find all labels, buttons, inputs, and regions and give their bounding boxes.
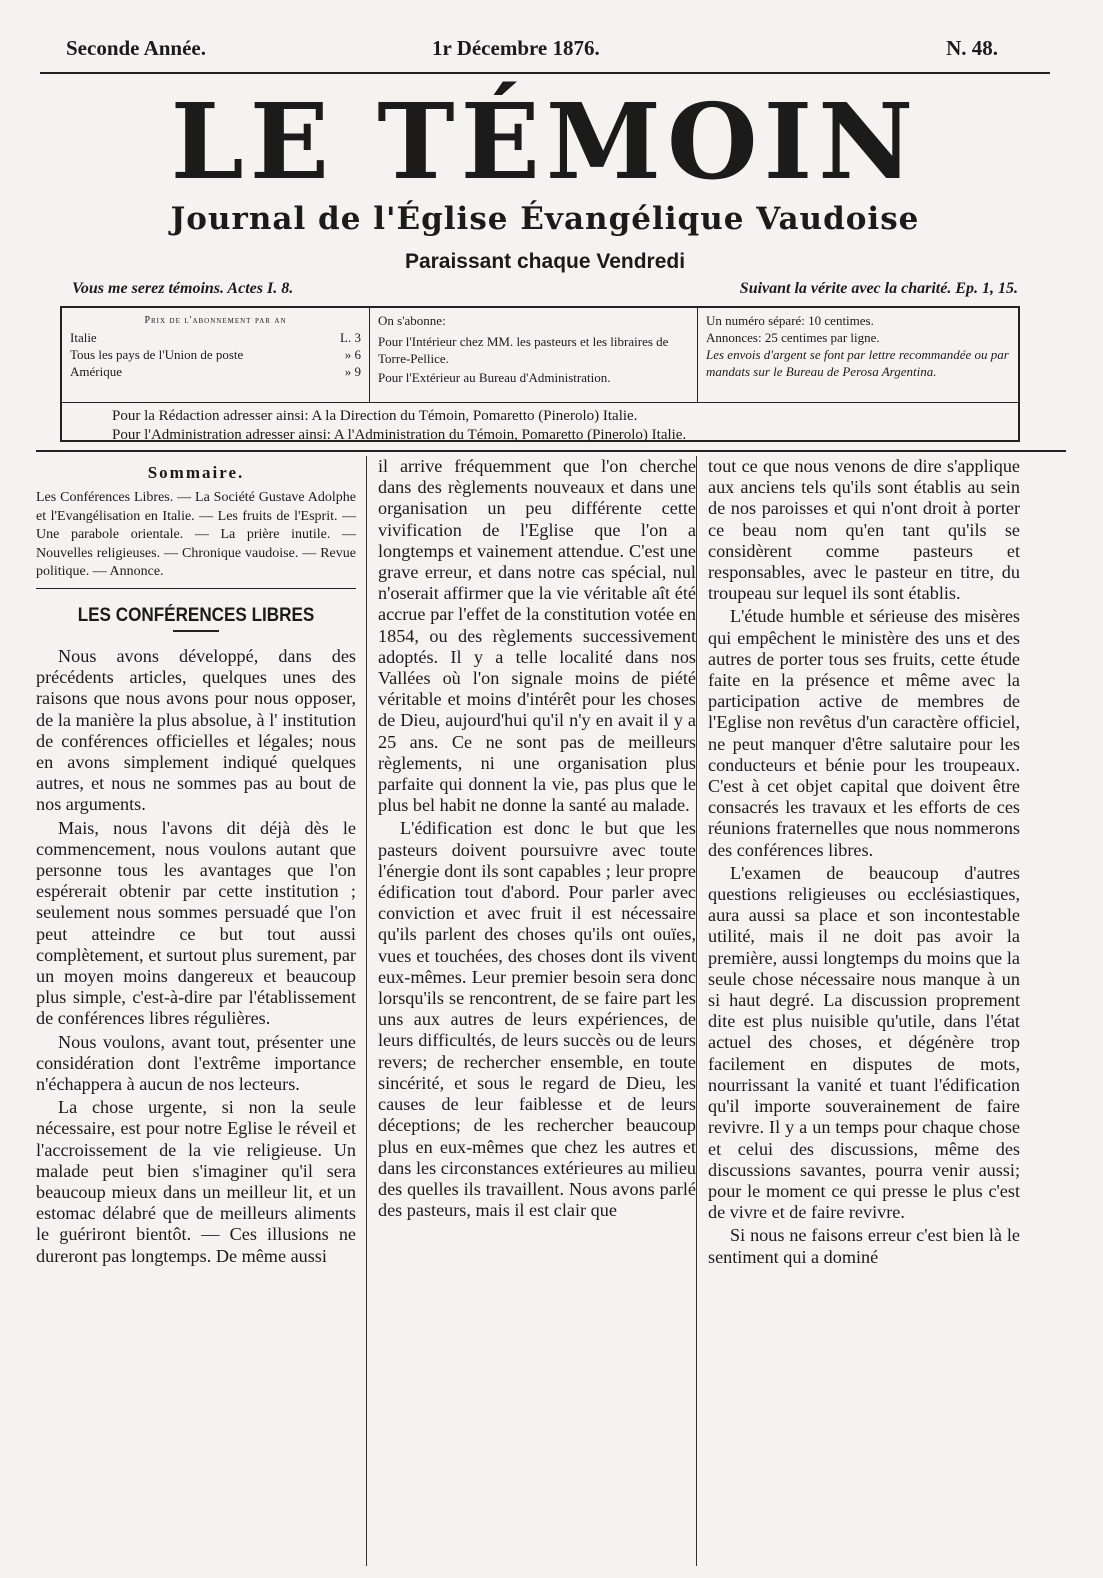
notices-cell: [698, 308, 1020, 402]
article-columns: [36, 456, 1066, 1566]
paragraph: Nous avons développé, dans des précédents articles, quelques unes des raisons que nous avons pour nous opposer, de la manière la plus absolue, à l' institution de conférences officielles et légales; nous en avons simplement indiqué quelques autres, et nous ne sommes pas au bout de nos arguments.: [36, 645, 356, 815]
address-row: [62, 402, 1018, 445]
price-label: Tous les pays de l'Union de poste: [70, 347, 244, 362]
price-value: » 6: [344, 347, 361, 362]
paragraph: Si nous ne faisons erreur c'est bien là le sentiment qui a dominé: [708, 1225, 1020, 1267]
price-label: Amérique: [70, 364, 122, 379]
price-row: [70, 329, 361, 346]
masthead-title: LE TÉMOIN: [170, 80, 920, 203]
masthead-subtitle: Journal de l'Église Évangélique Vaudoise: [170, 201, 920, 237]
sommaire-text: Les Conférences Libres. — La Société Gustave Adolphe et l'Evangélisation en Italie. — Les fruits de l'Esprit. — Une parabole orientale. — La prière inutile. — Nouvelles religieuses. — Chronique vaudoise. — Revue politique. — Annonce.: [36, 490, 356, 580]
single-issue-price: Un numéro séparé: 10 centimes.: [706, 313, 874, 328]
paragraph: L'édification est donc le but que les pasteurs doivent poursuivre avec toute l'énergie dont ils sont capables ; leur propre édification tout d'abord. Pour parler avec conviction et avec fruit il est nécessaire qu'ils parlent des choses qu'ils ont ouïes, vues et touchées, des choses dont ils vivent eux-mêmes. Leur premier besoin sera donc lorsqu'ils se rencontrent, de se faire part les uns aux autres de leurs expériences, de leurs difficultés, de leurs succès ou de leurs revers; de rechercher ensemble, en toute sincérité, et sous le regard de Dieu, les causes de leur faiblesse et de leurs déceptions; de les rechercher beaucoup plus en eux-mêmes que chez les autres et dans les circonstances extérieures au milieu des quelles ils travaillent. Nous avons parlé des pasteurs, mais il est clair que: [378, 818, 696, 1221]
motto-left: Vous me serez témoins. Actes I. 8.: [72, 280, 294, 297]
paragraph: il arrive fréquemment que l'on cherche dans des règlements nouveaux et dans une organisation un peu différente cette vivification de l'Eglise que l'on a longtemps et vainement attendue. C'est une grave erreur, et dans notre cas spécial, nul n'oserait affirmer que la vie véritable aît été accrue par l'effet de la constitution votée en 1854, ou des règlements successivement adoptés. Il y a telle localité dans nos Vallées où l'on signale moins de piété véritable et moins d'intérêt pour les choses de Dieu, aujourd'hui qu'il n'y en avait il y a 25 ans. Ce ne sont pas de meilleurs règlements, ni une organisation plus parfaite qui donnent la vie, pas plus que le plus bel habit ne donne la santé au malade.: [378, 456, 696, 816]
columns-top-rule: [36, 450, 1066, 452]
price-value: L. 3: [340, 330, 361, 345]
article-title: LES CONFÉRENCES LIBRES: [77, 604, 315, 626]
paragraph: La chose urgente, si non la seule nécessaire, est pour notre Eglise le réveil et l'accroissement de la vie religieuse. Un malade peut bien s'imaginer qu'il sera beaucoup mieux dans un meilleur lit, et un estomac délabré que de meilleurs aliments le guériront bientôt. — Ces illusions ne dureront pas longtemps. De même aussi: [36, 1097, 356, 1266]
paragraph: L'examen de beaucoup d'autres questions religieuses ou ecclésiastiques, aura aussi sa place et son incontestable utilité, mais il ne doit pas avoir la première, aussi longtemps du moins que la seule chose nécessaire nous manque à un si haut degré. La discussion proprement dite est plus nuisible qu'utile, dans l'état actuel des choses, et dégénère trop facilement en disputes de mots, nourrissant la vanité et tuant l'édification qu'il importe souverainement de faire revivre. Il y a un temps pour chaque chose et celui des discussions, même des discussions savantes, pourra venir aussi; pour le moment ce qui presse le plus c'est de vivre et de faire revivre.: [708, 862, 1020, 1223]
issue-line: [40, 36, 1050, 64]
paragraph: L'étude humble et sérieuse des misères qui empêchent le ministère des uns et des autres de porter tous ses fruits, cette étude faite en la présence et même avec la participation active de membres de l'Eglise non revêtus d'un caractère officiel, ne peut manquer d'être salutaire pour les conducteurs et bénie pour les troupeaux. C'est à cet objet capital que doivent être consacrés les travaux et les efforts de ces réunions fraternelles que nous nommerons des conférences libres.: [708, 606, 1020, 860]
redaction-address: Pour la Rédaction adresser ainsi: A la Direction du Témoin, Pomaretto (Pinerolo) Italie.: [112, 408, 638, 424]
abonne-heading: On s'abonne:: [378, 313, 446, 328]
administration-address: Pour l'Administration adresser ainsi: A l'Administration du Témoin, Pomaretto (Pinerolo) Italie.: [112, 427, 687, 443]
price-cell: [62, 308, 370, 402]
abonne-cell: [370, 308, 698, 402]
issue-number: N. 48.: [946, 36, 998, 60]
top-rule: [40, 72, 1050, 74]
subscription-box: [60, 306, 1020, 442]
price-label: Italie: [70, 330, 97, 345]
paragraph: Nous voulons, avant tout, présenter une considération dont l'extrême importance n'échappera à aucun de nos lecteurs.: [36, 1031, 356, 1094]
mottos: [72, 280, 1018, 298]
price-row: [70, 363, 361, 380]
money-notice: Les envois d'argent se font par lettre recommandée ou par mandats sur le Bureau de Perosa Argentina.: [706, 347, 1009, 379]
abonne-exterior: Pour l'Extérieur au Bureau d'Administration.: [378, 370, 611, 385]
issue-year: Seconde Année.: [66, 36, 207, 60]
section-divider: [36, 588, 356, 589]
price-row: [70, 346, 361, 363]
ads-price: Annonces: 25 centimes par ligne.: [706, 330, 880, 345]
periodicity: Paraissant chaque Vendredi: [404, 250, 686, 273]
title-rule: [173, 630, 219, 632]
issue-date: 1r Décembre 1876.: [432, 36, 600, 60]
sommaire-title: Sommaire.: [147, 463, 245, 482]
column-2: [378, 456, 696, 1223]
motto-right: Suivant la vérite avec la charité. Ep. 1, 15.: [739, 280, 1018, 297]
column-1: [36, 456, 356, 1269]
paragraph: Mais, nous l'avons dit déjà dès le commencement, nous voulons autant que personne tous les avantages que l'on espérerait obtenir par cette institution ; seulement nous sommes persuadé que l'on peut atteindre ce but tout aussi complètement, et surtout plus surement, par un moyen moins dangereux et beaucoup plus simple, c'est-à-dire par l'établissement de conférences libres régulières.: [36, 817, 356, 1029]
price-heading: Prix de l'abonnement par an: [144, 315, 287, 326]
paragraph: tout ce que nous venons de dire s'applique aux anciens tels qu'ils sont établis au sein de nos paroisses et qui n'ont droit à porter ce beau nom qu'en tant qu'ils se considèrent comme pasteurs et responsables, avec le pasteur en titre, du troupeau sur lequel ils sont établis.: [708, 456, 1020, 604]
column-3: [708, 456, 1020, 1270]
price-value: » 9: [344, 364, 361, 379]
abonne-interior: Pour l'Intérieur chez MM. les pasteurs et les libraires de Torre-Pellice.: [378, 334, 669, 366]
